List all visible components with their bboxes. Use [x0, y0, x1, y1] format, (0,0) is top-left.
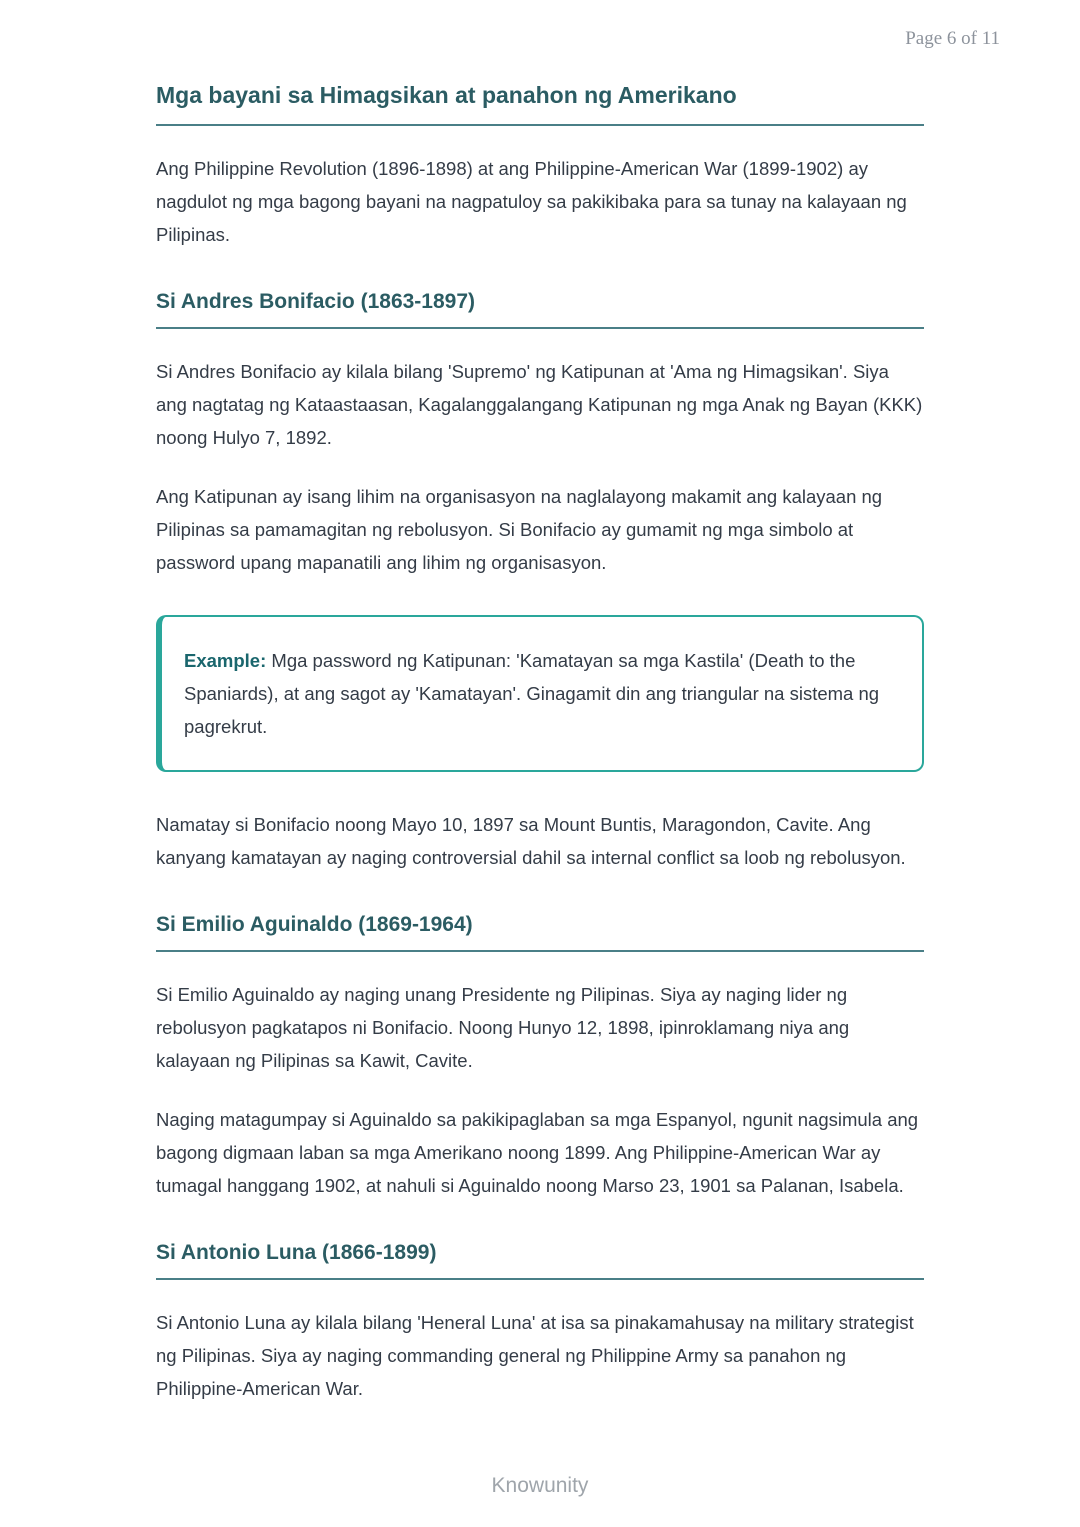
- example-label: Example:: [184, 649, 267, 671]
- section-heading-luna: Si Antonio Luna (1866-1899): [156, 1240, 924, 1280]
- paragraph: Si Andres Bonifacio ay kilala bilang 'Supremo' ng Katipunan at 'Ama ng Himagsikan'. Siya ang nagtatag ng Kataastaasan, Kagalanggalangang Katipunan ng mga Anak ng Bayan (KKK) noong Hulyo 7, 1892.: [156, 360, 923, 448]
- paragraph: Naging matagumpay si Aguinaldo sa pakikipaglaban sa mga Espanyol, ngunit nagsimula ang bagong digmaan laban sa mga Amerikano noong 1899. Ang Philippine-American War ay tumagal hanggang 1902, at nahuli si Aguinaldo noong Marso 23, 1901 sa Palanan, Isabela.: [156, 1108, 919, 1196]
- main-heading: Mga bayani sa Himagsikan at panahon ng Amerikano: [156, 82, 924, 126]
- section-andres-bonifacio: [156, 289, 924, 874]
- footer-brand: Knowunity: [491, 1474, 589, 1497]
- page-number: Page 6 of 11: [905, 28, 1000, 49]
- paragraph: Si Emilio Aguinaldo ay naging unang Presidente ng Pilipinas. Siya ay naging lider ng rebolusyon pagkatapos ni Bonifacio. Noong Hunyo 12, 1898, ipinroklamang niya ang kalayaan ng Pilipinas sa Kawit, Cavite.: [156, 983, 850, 1071]
- example-paragraph: [184, 644, 896, 743]
- section-antonio-luna: [156, 1240, 924, 1405]
- example-callout: [156, 615, 924, 772]
- section-heading-aguinaldo: Si Emilio Aguinaldo (1869-1964): [156, 912, 924, 952]
- intro-paragraph: Ang Philippine Revolution (1896-1898) at ang Philippine-American War (1899-1902) ay nagdulot ng mga bagong bayani na nagpatuloy sa pakikibaka para sa tunay na kalayaan ng Pilipinas.: [156, 157, 907, 245]
- paragraph: Namatay si Bonifacio noong Mayo 10, 1897 sa Mount Buntis, Maragondon, Cavite. Ang kanyang kamatayan ay naging controversial dahil sa internal conflict sa loob ng rebolusyon.: [156, 813, 906, 868]
- section-heading-bonifacio: Si Andres Bonifacio (1863-1897): [156, 289, 924, 329]
- section-emilio-aguinaldo: [156, 912, 924, 1202]
- example-text: Mga password ng Katipunan: 'Kamatayan sa mga Kastila' (Death to the Spaniards), at ang sagot ay 'Kamatayan'. Ginagamit din ang triangular na sistema ng pagrekrut.: [184, 649, 880, 737]
- paragraph: Ang Katipunan ay isang lihim na organisasyon na naglalayong makamit ang kalayaan ng Pilipinas sa pamamagitan ng rebolusyon. Si Bonifacio ay gumamit ng mga simbolo at password upang mapanatili ang lihim ng organisasyon.: [156, 485, 883, 573]
- document-content: [156, 82, 924, 1405]
- paragraph: Si Antonio Luna ay kilala bilang 'Heneral Luna' at isa sa pinakamahusay na military strategist ng Pilipinas. Siya ay naging commanding general ng Philippine Army sa panahon ng Philippine-American War.: [156, 1312, 914, 1400]
